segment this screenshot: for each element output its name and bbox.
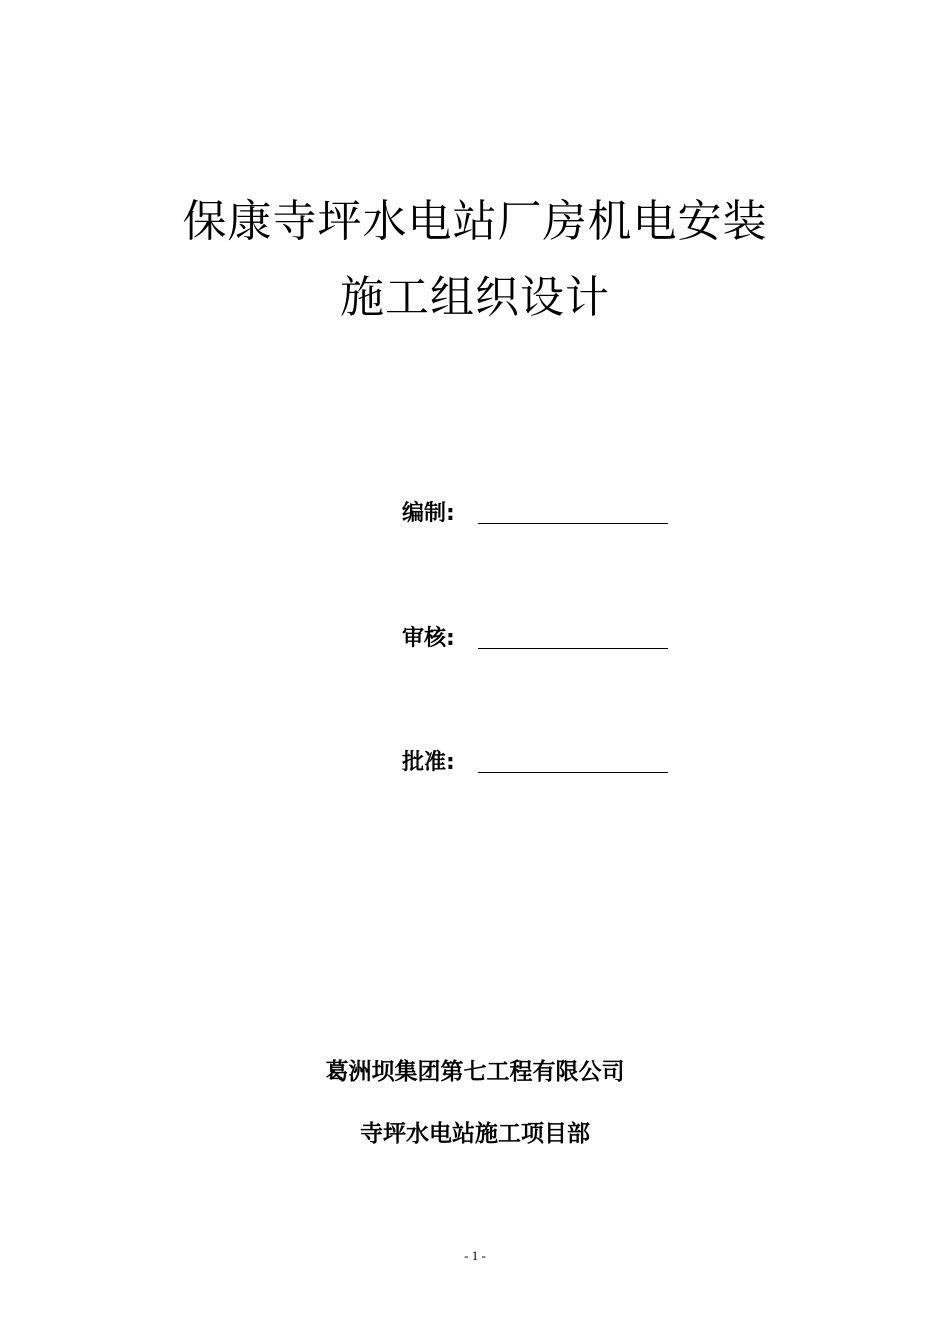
reviewed-by-label: 审核:	[402, 626, 455, 651]
page-number: - 1 -	[464, 1248, 486, 1263]
document-title-line-2: 施工组织设计	[340, 272, 610, 323]
reviewed-by-row	[402, 617, 668, 653]
compiled-by-signature-line	[478, 523, 668, 524]
company-name: 葛洲坝集团第七工程有限公司	[325, 1059, 625, 1085]
approved-by-row	[402, 741, 668, 777]
project-department: 寺坪水电站施工项目部	[360, 1121, 590, 1147]
document-title-line-1: 保康寺坪水电站厂房机电安装	[182, 196, 768, 247]
reviewed-by-signature-line	[478, 648, 668, 649]
compiled-by-row	[402, 492, 668, 528]
approved-by-signature-line	[478, 772, 668, 773]
compiled-by-label: 编制:	[402, 501, 455, 526]
approved-by-label: 批准:	[402, 750, 455, 775]
